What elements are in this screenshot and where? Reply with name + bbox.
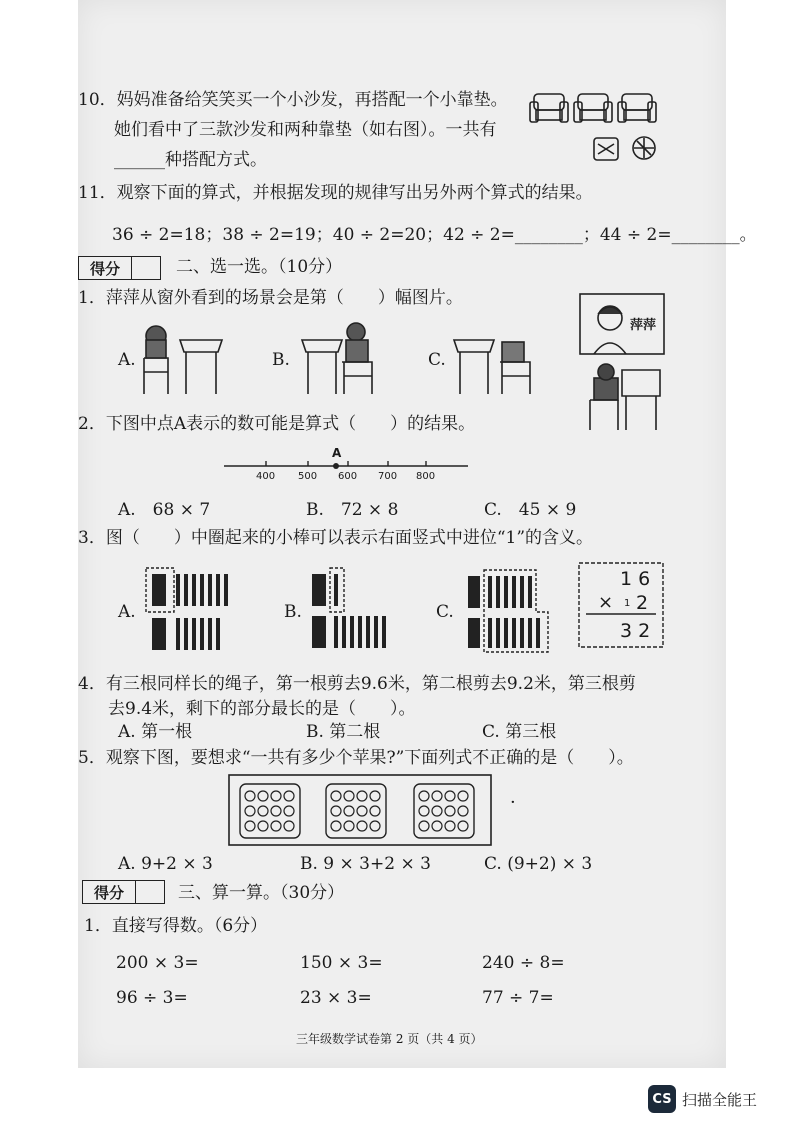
tick-label: 700 bbox=[378, 471, 398, 482]
sofa-cushion-illustration bbox=[528, 88, 664, 168]
bear-icon bbox=[594, 378, 618, 400]
pingping-name-tag: 萍萍 bbox=[630, 318, 657, 333]
sticks-picture-a bbox=[142, 566, 242, 658]
apple-icon bbox=[458, 806, 468, 816]
q11-formulas: 36 ÷ 2=18；38 ÷ 2=19；40 ÷ 2=20；42 ÷ 2=________；44 ÷ 2=________。 bbox=[112, 225, 757, 245]
apple-box bbox=[240, 784, 300, 838]
table-icon bbox=[622, 370, 660, 430]
s2q5-prompt: 5．观察下图，要想求“一共有多少个苹果?”下面列式不正确的是（ ）。 bbox=[78, 748, 634, 768]
apple-icon bbox=[271, 821, 281, 831]
calc-item: 150 × 3= bbox=[300, 953, 383, 973]
option-a-label: A. bbox=[118, 350, 136, 370]
stick-bundle-icon bbox=[468, 576, 480, 608]
sofa-icon bbox=[618, 94, 656, 122]
s2q2-option-c: C. 45 × 9 bbox=[484, 500, 577, 520]
apple-icon bbox=[271, 806, 281, 816]
section2-score-box bbox=[78, 256, 161, 280]
s3q1-prompt: 1．直接写得数。（6分） bbox=[84, 916, 268, 936]
s2q3-prompt: 3．图（ ）中圈起来的小棒可以表示右面竖式中进位“1”的含义。 bbox=[78, 528, 594, 548]
bear-icon bbox=[347, 323, 365, 341]
apple-icon bbox=[370, 806, 380, 816]
apple-icon bbox=[432, 791, 442, 801]
chair-icon bbox=[144, 358, 168, 394]
apple-icon bbox=[445, 791, 455, 801]
stick-bundle-icon bbox=[468, 618, 480, 648]
apple-icon bbox=[458, 791, 468, 801]
calc-item: 240 ÷ 8= bbox=[482, 953, 565, 973]
table-icon bbox=[302, 340, 342, 394]
section2-title: 二、选一选。（10分） bbox=[176, 257, 343, 277]
sticks-picture-b bbox=[306, 566, 402, 658]
s2q2-option-b: B. 72 × 8 bbox=[306, 500, 399, 520]
apple-icon bbox=[284, 806, 294, 816]
stick-bundle-icon bbox=[312, 616, 326, 648]
chair-icon bbox=[342, 362, 372, 394]
option-c-label: C. bbox=[428, 350, 446, 370]
apple-icon bbox=[432, 821, 442, 831]
section3-title: 三、算一算。（30分） bbox=[178, 883, 345, 903]
apple-icon bbox=[419, 821, 429, 831]
section3-score-box bbox=[82, 880, 165, 904]
s2q4-line2: 去9.4米，剩下的部分最长的是（ ）。 bbox=[108, 699, 416, 719]
s2q3-option-a: A. bbox=[118, 602, 136, 622]
sofa-icon bbox=[574, 94, 612, 122]
apple-icon bbox=[357, 791, 367, 801]
apple-icon bbox=[445, 821, 455, 831]
score-label: 得分 bbox=[83, 881, 136, 903]
vertical-times-sign: × bbox=[598, 592, 614, 613]
apple-icon bbox=[331, 821, 341, 831]
calc-item: 200 × 3= bbox=[116, 953, 199, 973]
s2q1-prompt: 1．萍萍从窗外看到的场景会是第（ ）幅图片。 bbox=[78, 288, 463, 308]
s2q4-option-b: B. 第二根 bbox=[306, 722, 381, 742]
q10-line1: 10．妈妈准备给笑笑买一个小沙发，再搭配一个小靠垫。 bbox=[78, 90, 508, 110]
s2q3-option-c: C. bbox=[436, 602, 454, 622]
apple-icon bbox=[344, 806, 354, 816]
q10-line2: 她们看中了三款沙发和两种靠垫（如右图）。一共有 bbox=[114, 120, 497, 140]
apple-icon bbox=[344, 821, 354, 831]
cushion-icon bbox=[594, 138, 618, 160]
s2q5-option-a: A. 9+2 × 3 bbox=[118, 854, 213, 874]
scene-c-picture bbox=[448, 318, 538, 396]
apple-box bbox=[414, 784, 474, 838]
apple-icon bbox=[357, 806, 367, 816]
sofa-icon bbox=[530, 94, 568, 122]
apple-icon bbox=[331, 791, 341, 801]
calc-item: 77 ÷ 7= bbox=[482, 988, 554, 1008]
page-footer: 三年级数学试卷第 2 页（共 4 页） bbox=[296, 1032, 483, 1046]
table-icon bbox=[454, 340, 494, 394]
tick-label: 600 bbox=[338, 471, 358, 482]
stick-bundle-icon bbox=[152, 574, 166, 606]
vertical-result: 3 2 bbox=[620, 620, 651, 642]
apple-icon bbox=[284, 791, 294, 801]
apple-icon bbox=[370, 791, 380, 801]
apple-boxes-picture bbox=[228, 774, 494, 848]
scene-b-picture bbox=[292, 318, 388, 396]
apple-icon bbox=[419, 806, 429, 816]
s2q4-option-c: C. 第三根 bbox=[482, 722, 557, 742]
option-b-label: B. bbox=[272, 350, 290, 370]
apple-icon bbox=[370, 821, 380, 831]
apple-icon bbox=[458, 821, 468, 831]
apple-icon bbox=[258, 821, 268, 831]
tick-label: 400 bbox=[256, 471, 276, 482]
calc-item: 96 ÷ 3= bbox=[116, 988, 188, 1008]
point-a-label: A bbox=[332, 446, 342, 460]
s2q2-option-a: A. 68 × 7 bbox=[118, 500, 211, 520]
carry-digit: 1 bbox=[624, 598, 631, 609]
camscanner-logo-icon: CS bbox=[648, 1085, 676, 1113]
apple-box bbox=[326, 784, 386, 838]
apple-icon bbox=[245, 791, 255, 801]
apple-icon bbox=[432, 806, 442, 816]
apple-icon bbox=[258, 806, 268, 816]
chair-icon bbox=[500, 362, 530, 394]
stick-bundle-icon bbox=[152, 618, 166, 650]
q10-line3: ______种搭配方式。 bbox=[114, 150, 267, 170]
apple-icon bbox=[245, 806, 255, 816]
apple-icon bbox=[331, 806, 341, 816]
apple-icon bbox=[258, 791, 268, 801]
apple-icon bbox=[284, 821, 294, 831]
apple-icon bbox=[245, 821, 255, 831]
apple-icon bbox=[357, 821, 367, 831]
s2q5-option-c: C. (9+2) × 3 bbox=[484, 854, 593, 874]
s2q2-prompt: 2．下图中点A表示的数可能是算式（ ）的结果。 bbox=[78, 414, 476, 434]
apple-icon bbox=[445, 806, 455, 816]
camscanner-brand-text: 扫描全能王 bbox=[682, 1091, 758, 1109]
bear-back-icon bbox=[502, 342, 524, 362]
score-blank[interactable] bbox=[132, 257, 160, 279]
stray-dot: · bbox=[510, 792, 516, 813]
score-blank[interactable] bbox=[136, 881, 164, 903]
apple-icon bbox=[271, 791, 281, 801]
point-a-marker bbox=[333, 463, 339, 469]
q11-prompt: 11．观察下面的算式，并根据发现的规律写出另外两个算式的结果。 bbox=[78, 183, 593, 203]
sticks-picture-c bbox=[464, 566, 560, 658]
s2q5-option-b: B. 9 × 3+2 × 3 bbox=[300, 854, 431, 874]
stick-bundle-icon bbox=[312, 574, 326, 606]
score-label: 得分 bbox=[79, 257, 132, 279]
apple-icon bbox=[344, 791, 354, 801]
vertical-multiplier: 2 bbox=[636, 592, 649, 614]
tick-label: 500 bbox=[298, 471, 318, 482]
s2q3-option-b: B. bbox=[284, 602, 302, 622]
table-icon bbox=[180, 340, 222, 394]
apple-icon bbox=[419, 791, 429, 801]
s2q4-option-a: A. 第一根 bbox=[118, 722, 193, 742]
window-scene-picture bbox=[576, 292, 668, 432]
vertical-top-number: 1 6 bbox=[620, 568, 651, 590]
cushion-icon bbox=[633, 137, 655, 159]
s2q4-line1: 4．有三根同样长的绳子，第一根剪去9.6米，第二根剪去9.2米，第三根剪 bbox=[78, 674, 636, 694]
tick-label: 800 bbox=[416, 471, 436, 482]
calc-item: 23 × 3= bbox=[300, 988, 372, 1008]
scene-a-picture bbox=[138, 318, 228, 396]
